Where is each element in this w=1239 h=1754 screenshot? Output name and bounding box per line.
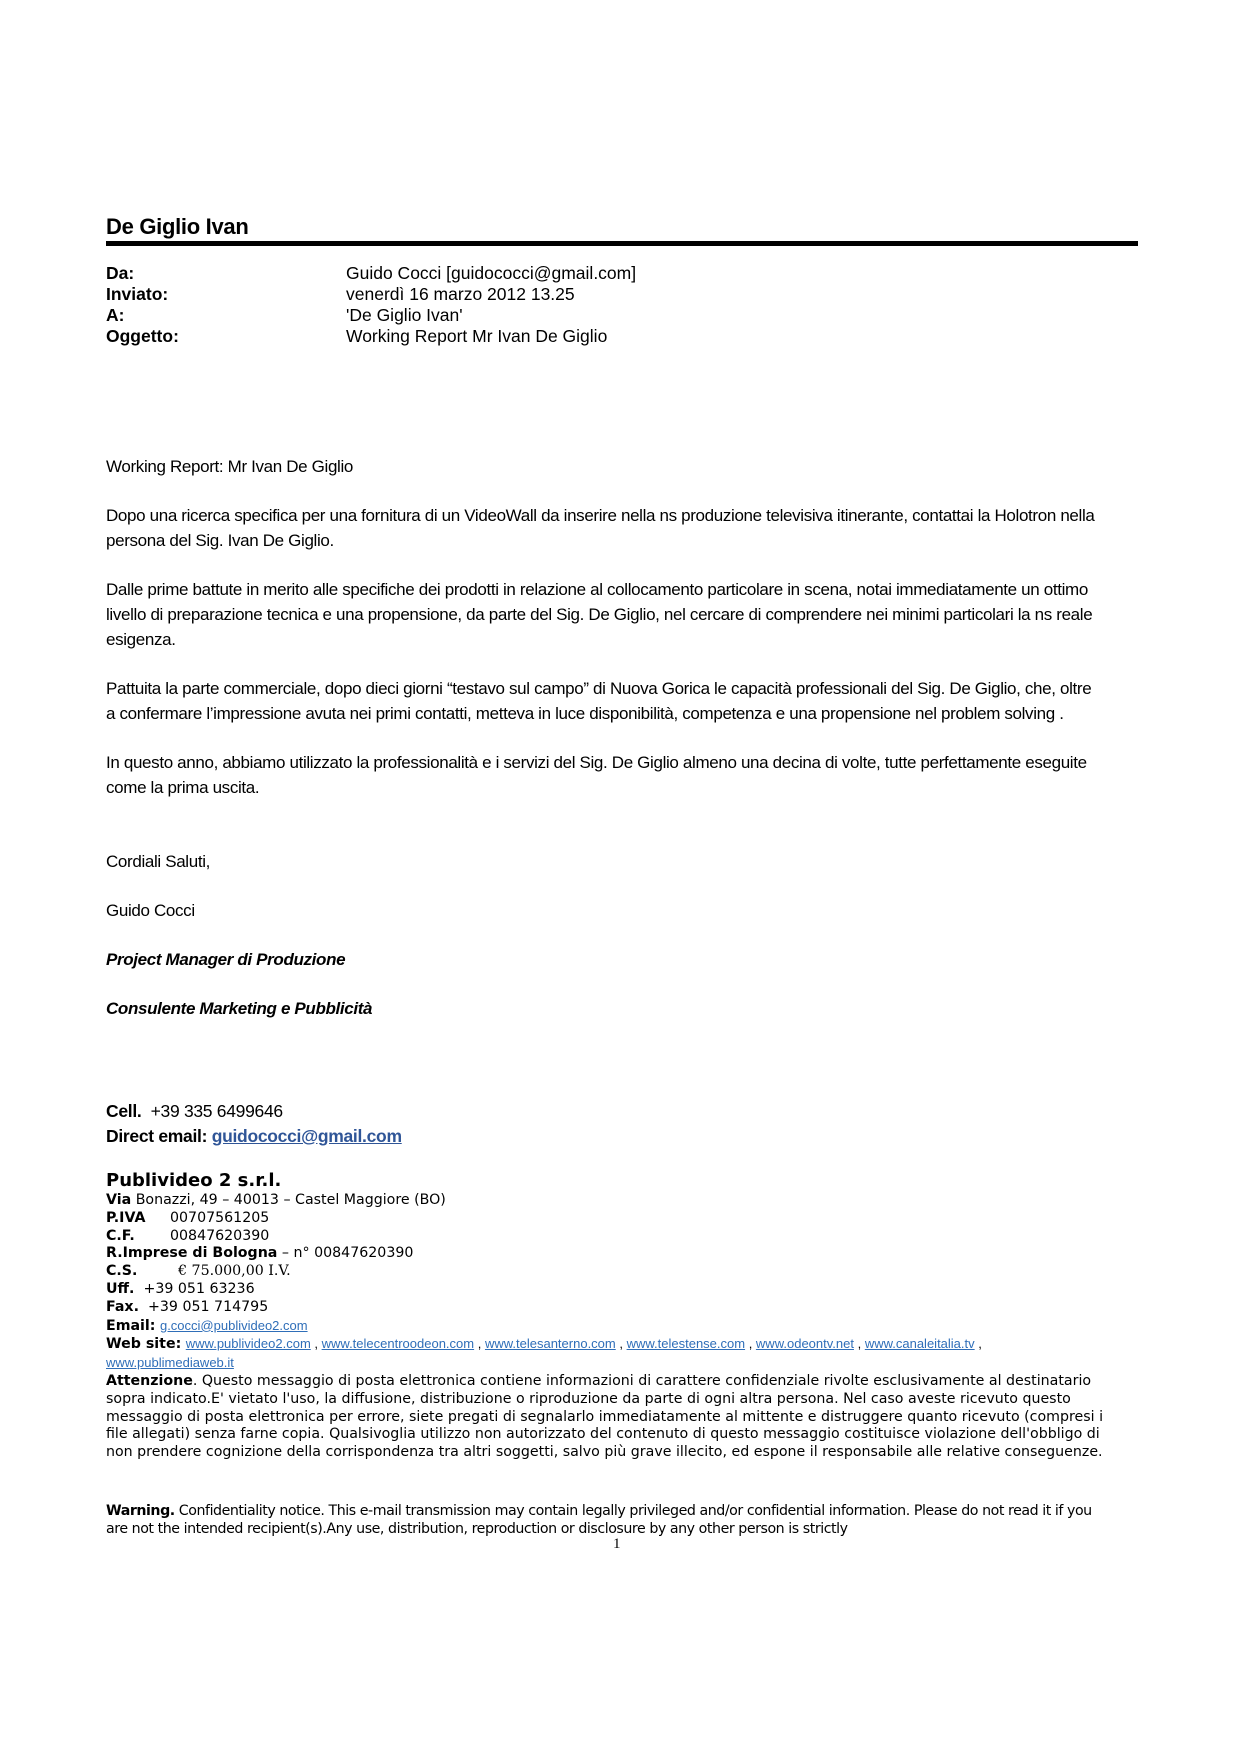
disclaimer-english [106,1503,1106,1539]
company-name: Publivideo 2 s.r.l. [106,1170,282,1191]
meta-label: Da: [106,263,135,283]
body-paragraph: Pattuita la parte commerciale, dopo dieci giorni “testavo sul campo” di Nuova Gorica le capacità professionali del Sig. De Giglio, che, oltre a confermare l’impressione avuta nei primi contatti, metteva in luce disponibilità, competenza e una propensione nel problem solving . [106,679,1092,723]
disclaimer-en-text: Confidentiality notice. This e-mail transmission may contain legally privileged and/or confidential information. Please do not read it if you are not the intended recipient(s).Any use, distribution, reproduction or disclosure by any other person is strictly [106,1503,1092,1537]
meta-value: Working Report Mr Ivan De Giglio [346,326,608,346]
website-label: Web site: [106,1336,182,1353]
meta-from [106,263,636,284]
website-link[interactable]: www.canaleitalia.tv [864,1336,975,1352]
uff-value: +39 051 63236 [143,1280,255,1297]
rimprese-label: R.Imprese di Bologna [106,1245,278,1262]
company-email-label: Email: [106,1317,156,1334]
disclaimer-en-label: Warning. [106,1503,175,1519]
uff-label: Uff. [106,1280,135,1297]
meta-label: Oggetto: [106,326,179,346]
website-link[interactable]: www.publimediaweb.it [106,1355,234,1371]
signer-name: Guido Cocci [106,901,195,920]
website-link[interactable]: www.odeontv.net [755,1336,854,1352]
direct-email-link[interactable]: guidococci@gmail.com [211,1126,402,1146]
mailbox-owner-name: De Giglio Ivan [106,214,249,239]
cell-label: Cell. [106,1101,142,1121]
meta-value: venerdì 16 marzo 2012 13.25 [346,284,575,304]
header-rule [106,241,1138,246]
disclaimer-it-label: Attenzione [106,1372,193,1389]
rimprese-value: – n° 00847620390 [281,1245,414,1262]
direct-email-label: Direct email: [106,1126,208,1146]
via-value: Bonazzi, 49 – 40013 – Castel Maggiore (BO) [135,1192,446,1208]
fax-label: Fax. [106,1298,139,1315]
website-link[interactable]: www.telestense.com [626,1336,746,1352]
cf-value: 00847620390 [170,1227,270,1244]
company-signature: Publivideo 2 s.r.l. Via Bonazzi, 49 – 40013 – Castel Maggiore (BO) P.IVA 00707561205 C.F. 00847620390 R.Imprese di Bologna – n° 00847620390 C.S. € 75.000,00 I.V. Uff. +39 051 63236 Fax. +39 051 714795 Email: g.cocci@publivideo2.com Web site: www.publivideo2.com , www.telecentroodeon.com , www.telesanterno.com , www.telestense.com , www.odeontv.net , www.canaleitalia.tv , www.publimediaweb.it Attenzione. Questo messaggio di posta elettronica contiene informazioni di carattere confidenziale rivolte esclusivamente al destinatario sopra indicato.E' vietato l'uso, la diffusione, distribuzione o riproduzione da parte di ogni altra persona. Nel caso aveste ricevuto questo messaggio di posta elettronica per errore, siete pregati di segnalarlo immediatamente al mittente e distruggere quanto ricevuto (compresi i file allegati) senza farne copia. Qualsivoglia utilizzo non autorizzato del contenuto di questo messaggio costituisce violazione dell'obbligo di non prendere cognizione della corrispondenza tra altri soggetti, salvo più grave illecito, ed espone il responsabile alle relative conseguenze. [106,1170,1116,1462]
website-link[interactable]: www.telecentroodeon.com [321,1336,475,1352]
meta-value: Guido Cocci [guidococci@gmail.com] [346,263,637,283]
cf-label: C.F. [106,1227,135,1244]
fax-value: +39 051 714795 [148,1298,269,1315]
closing: Cordiali Saluti, [106,852,211,871]
email-meta [106,263,636,347]
piva-label: P.IVA [106,1209,146,1226]
body-title: Working Report: Mr Ivan De Giglio [106,457,354,476]
meta-sent [106,284,636,305]
signer-role-2: Consulente Marketing e Pubblicità [106,999,373,1018]
contact-block [106,1099,402,1149]
body-paragraph: Dopo una ricerca specifica per una fornitura di un VideoWall da inserire nella ns produzione televisiva itinerante, contattai la Holotron nella persona del Sig. Ivan De Giglio. [106,506,1095,550]
body-paragraph: In questo anno, abbiamo utilizzato la professionalità e i servizi del Sig. De Giglio almeno una decina di volte, tutte perfettamente eseguite come la prima uscita. [106,753,1087,797]
piva-value: 00707561205 [170,1209,270,1226]
email-body [106,454,1096,1021]
meta-to [106,305,636,326]
website-link[interactable]: www.telesanterno.com [484,1336,616,1352]
via-label: Via [106,1192,132,1208]
website-link[interactable]: www.publivideo2.com [185,1336,311,1352]
page-number: 1 [613,1536,621,1552]
cell-value: +39 335 6499646 [150,1101,283,1121]
meta-value: 'De Giglio Ivan' [346,305,463,325]
meta-subject [106,326,636,347]
company-email-link[interactable]: g.cocci@publivideo2.com [159,1317,308,1333]
body-paragraph: Dalle prime battute in merito alle specifiche dei prodotti in relazione al collocamento particolare in scena, notai immediatamente un ottimo livello di preparazione tecnica e una propensione, da parte del Sig. De Giglio, nel cercare di comprendere nei minimi particolari la ns reale esigenza. [106,580,1093,649]
cs-label: C.S. [106,1263,138,1280]
cs-value: € 75.000,00 I.V. [178,1263,291,1280]
signer-role-1: Project Manager di Produzione [106,950,346,969]
meta-label: A: [106,305,125,325]
disclaimer-italian [106,1373,1116,1462]
meta-label: Inviato: [106,284,169,304]
disclaimer-it-text: . Questo messaggio di posta elettronica contiene informazioni di carattere confidenziale rivolte esclusivamente al destinatario sopra indicato.E' vietato l'uso, la diffusione, distribuzione o riproduzione da parte di ogni altra persona. Nel caso aveste ricevuto questo messaggio di posta elettronica per errore, siete pregati di segnalarlo immediatamente al mittente e distruggere quanto ricevuto (compresi i file allegati) senza farne copia. Qualsivoglia utilizzo non autorizzato del contenuto di questo messaggio costituisce violazione dell'obbligo di non prendere cognizione della corrispondenza tra altri soggetti, salvo più grave illecito, ed espone il responsabile alle relative conseguenze. [106,1372,1104,1461]
